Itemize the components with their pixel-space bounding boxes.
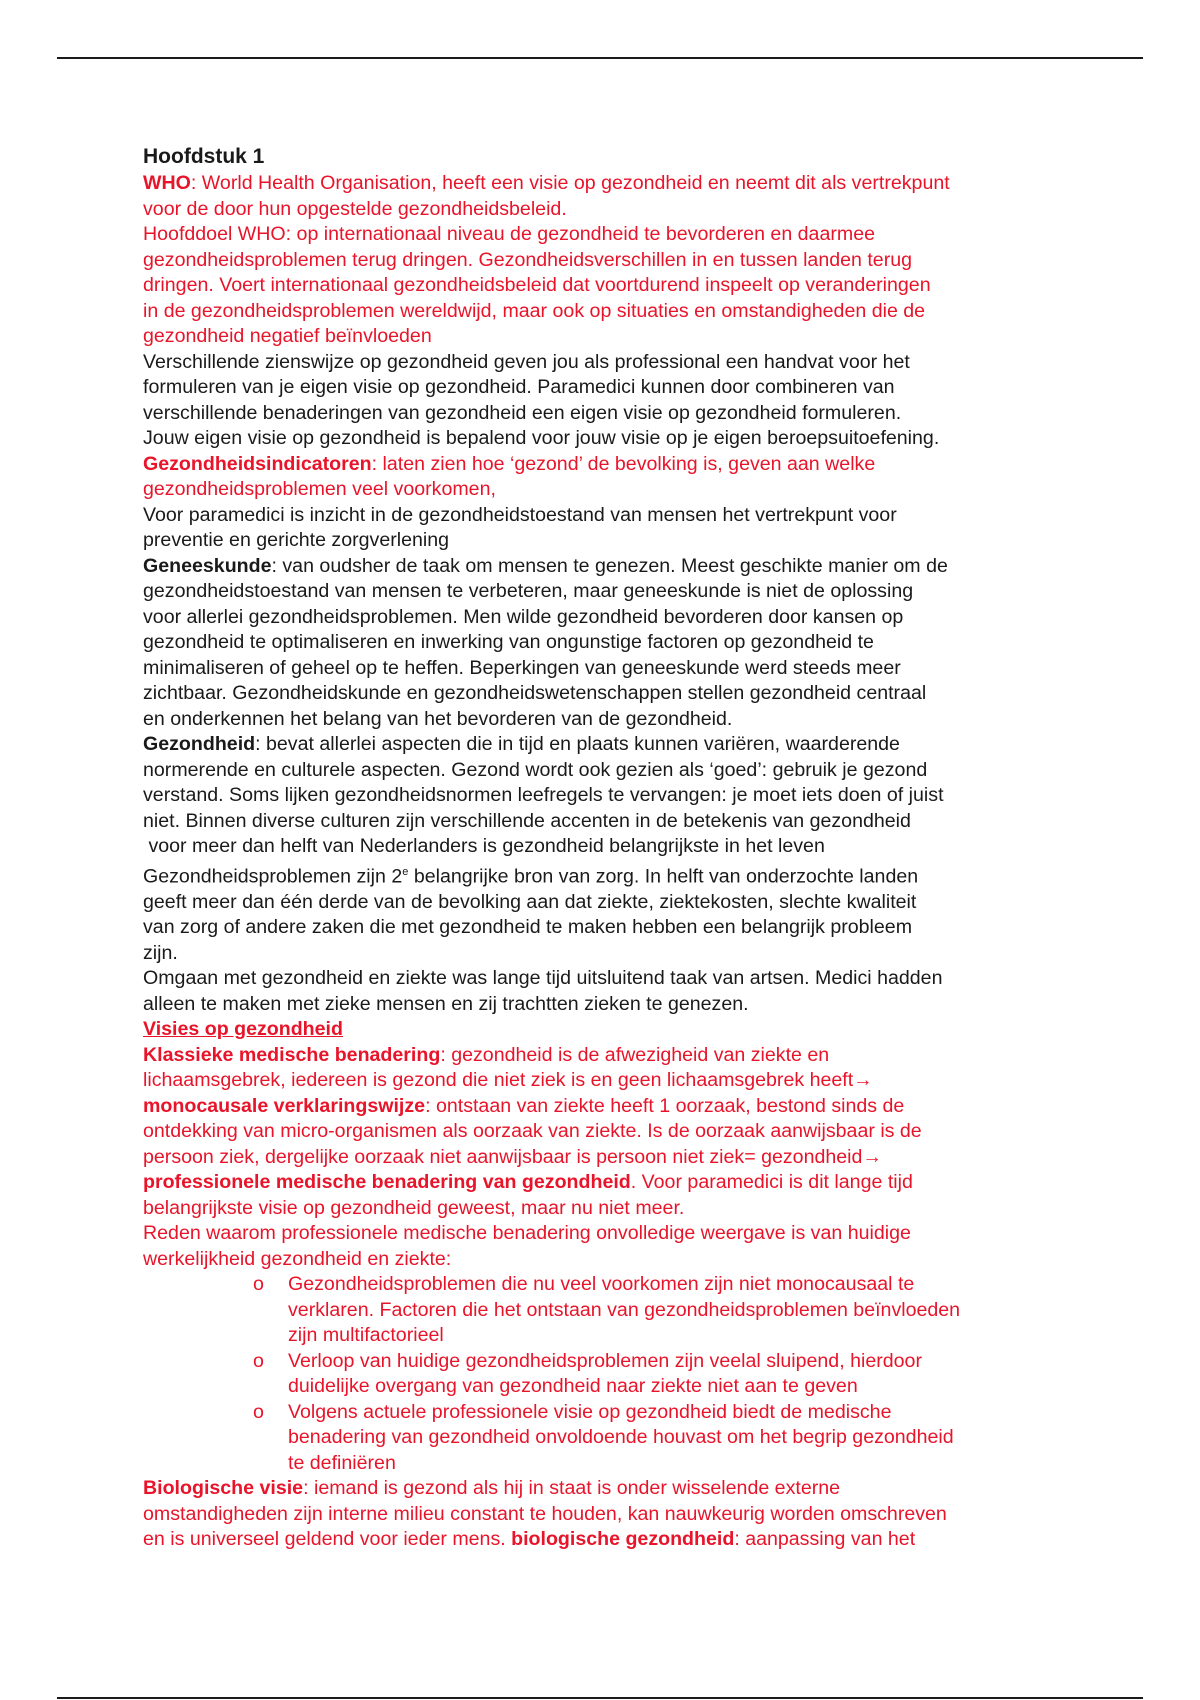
geneeskunde-line: gezondheidstoestand van mensen te verbeteren, maar geneeskunde is niet de oplossing [143, 580, 914, 602]
zienswijze-line: Jouw eigen visie op gezondheid is bepalend voor jouw visie op je eigen beroepsuitoefening. [143, 427, 940, 449]
omgaan-line: alleen te maken met zieke mensen en zij trachtten zieken te genezen. [143, 992, 749, 1015]
geneeskunde-term: Geneeskunde [143, 554, 272, 577]
arrow-icon: → [853, 1069, 873, 1092]
hoofddoel-line: Hoofddoel WHO: op internationaal niveau de gezondheid te bevorderen en daarmee [143, 223, 875, 245]
paramedici-paragraph [143, 503, 1073, 554]
indicatoren-term: Gezondheidsindicatoren [143, 452, 372, 475]
visies-heading: Visies op gezondheid [143, 1018, 343, 1041]
omgaan-paragraph [143, 966, 1073, 1017]
zienswijze-line: verschillende benaderingen van gezondheid een eigen visie op gezondheid formuleren. [143, 401, 902, 424]
list-item-line: te definiëren [288, 1451, 396, 1474]
list-item-line: duidelijke overgang van gezondheid naar ziekte niet aan te geven [288, 1375, 858, 1398]
header-rule [57, 57, 1143, 59]
geneeskunde-line: zichtbaar. Gezondheidskunde en gezondheidswetenschappen stellen gezondheid centraal [143, 682, 927, 704]
geneeskunde-line: voor allerlei gezondheidsproblemen. Men wilde gezondheid bevorderen door kansen op [143, 605, 904, 628]
problemen-line: van zorg of andere zaken die met gezondheid te maken hebben een belangrijk probleem [143, 916, 913, 939]
superscript-e: e [402, 865, 409, 878]
indicatoren-line: : laten zien hoe ‘gezond’ de bevolking is, geven aan welke [371, 452, 876, 475]
biologisch-line: : aanpassing van het [734, 1528, 916, 1551]
indicatoren-line: gezondheidsproblemen veel voorkomen, [143, 478, 496, 500]
bullet-icon: o [253, 1273, 264, 1296]
arrow-icon: → [862, 1145, 883, 1168]
geneeskunde-line: minimaliseren of geheel op te heffen. Beperkingen van geneeskunde werd steeds meer [143, 656, 901, 679]
zienswijze-paragraph [143, 350, 1073, 452]
list-item-line: zijn multifactorieel [288, 1324, 444, 1347]
biologisch-term: Biologische visie [143, 1477, 304, 1500]
hoofddoel-line: gezondheid negatief beïnvloeden [143, 325, 432, 347]
biologisch-paragraph [143, 1476, 1073, 1553]
list-item-line: Verloop van huidige gezondheidsproblemen zijn veelal sluipend, hierdoor [288, 1349, 922, 1372]
list-item-line: benadering van gezondheid onvoldoende houvast om het begrip gezondheid [288, 1426, 954, 1449]
klassiek-paragraph [143, 1043, 1073, 1222]
klassiek-term: Klassieke medische benadering [143, 1043, 441, 1066]
list-item [143, 1400, 1073, 1477]
gezondheid-line: voor meer dan helft van Nederlanders is gezondheid belangrijkste in het leven [143, 835, 825, 857]
gezondheid-line: : bevat allerlei aspecten die in tijd en plaats kunnen variëren, waarderende [255, 733, 900, 755]
geneeskunde-paragraph [143, 554, 1073, 733]
gezondheid-line: verstand. Soms lijken gezondheidsnormen leefregels te vervangen: je moet iets doen of juist [143, 784, 944, 806]
professionele-term: professionele medische benadering van gezondheid [143, 1171, 631, 1194]
list-item [143, 1272, 1073, 1349]
klassiek-line: lichaamsgebrek, iedereen is gezond die niet ziek is en geen lichaamsgebrek heeft [143, 1069, 854, 1092]
problemen-text: belangrijke bron van zorg. In helft van onderzochte landen [408, 865, 919, 888]
paramedici-line: preventie en gerichte zorgverlening [143, 529, 450, 551]
chapter-title: Hoofdstuk 1 [143, 145, 265, 168]
bullet-icon: o [253, 1400, 264, 1423]
list-item [143, 1349, 1073, 1400]
klassiek-line: : gezondheid is de afwezigheid van ziekte en [440, 1043, 830, 1066]
problemen-line: geeft meer dan één derde van de bevolking aan dat ziekte, ziektekosten, slechte kwaliteit [143, 890, 917, 913]
who-line: voor de door hun opgestelde gezondheidsbeleid. [143, 197, 567, 220]
omgaan-line: Omgaan met gezondheid en ziekte was lange tijd uitsluitend taak van artsen. Medici hadden [143, 967, 943, 990]
problemen-text: Gezondheidsproblemen zijn 2 [143, 865, 403, 888]
who-term: WHO [143, 172, 191, 194]
list-item-line: Gezondheidsproblemen die nu veel voorkomen zijn niet monocausaal te [288, 1273, 915, 1296]
reden-paragraph [143, 1221, 1073, 1272]
klassiek-line: persoon ziek, dergelijke oorzaak niet aanwijsbaar is persoon niet ziek= gezondheid [143, 1145, 863, 1168]
gezondheid-paragraph [143, 732, 1073, 966]
biologisch-line: : iemand is gezond als hij in staat is onder wisselende externe [303, 1477, 841, 1500]
geneeskunde-line: gezondheid te optimaliseren en inwerking van ongunstige factoren op gezondheid te [143, 631, 874, 653]
klassiek-line: ontdekking van micro-organismen als oorzaak van ziekte. Is de oorzaak aanwijsbaar is de [143, 1120, 922, 1143]
list-item-line: Volgens actuele professionele visie op gezondheid biedt de medische [288, 1400, 892, 1423]
reden-line: Reden waarom professionele medische benadering onvolledige weergave is van huidige [143, 1222, 911, 1245]
monocausale-term: monocausale verklaringswijze [143, 1094, 426, 1117]
problemen-line: zijn. [143, 941, 178, 964]
biologische-gezondheid-term: biologische gezondheid [511, 1528, 735, 1551]
bullet-icon: o [253, 1349, 264, 1372]
hoofddoel-line: gezondheidsproblemen terug dringen. Gezondheidsverschillen in en tussen landen terug [143, 248, 913, 271]
who-line: : World Health Organisation, heeft een visie op gezondheid en neemt dit als vertrekpunt [190, 172, 950, 194]
biologisch-line: en is universeel geldend voor ieder mens. [143, 1528, 512, 1551]
indicatoren-paragraph [143, 452, 1073, 503]
geneeskunde-line: en onderkennen het belang van het bevorderen van de gezondheid. [143, 707, 733, 730]
bullet-list [143, 1272, 1073, 1476]
zienswijze-line: Verschillende zienswijze op gezondheid geven jou als professional een handvat voor het [143, 350, 910, 373]
hoofddoel-line: dringen. Voert internationaal gezondheidsbeleid dat voortdurend inspeelt op veranderingen [143, 274, 931, 296]
reden-line: werkelijkheid gezondheid en ziekte: [143, 1247, 452, 1270]
footer-rule [57, 1697, 1143, 1699]
list-item-line: verklaren. Factoren die het ontstaan van gezondheidsproblemen beïnvloeden [288, 1298, 961, 1321]
zienswijze-line: formuleren van je eigen visie op gezondheid. Paramedici kunnen door combineren van [143, 376, 895, 398]
hoofddoel-line: in de gezondheidsproblemen wereldwijd, maar ook op situaties en omstandigheden die de [143, 299, 926, 322]
gezondheid-line: niet. Binnen diverse culturen zijn verschillende accenten in de betekenis van gezondheid [143, 809, 911, 832]
gezondheid-line: normerende en culturele aspecten. Gezond wordt ook gezien als ‘goed’: gebruik je gezond [143, 758, 928, 781]
geneeskunde-line: : van oudsher de taak om mensen te genezen. Meest geschikte manier om de [271, 554, 948, 577]
gezondheid-term: Gezondheid [143, 733, 256, 755]
paramedici-line: Voor paramedici is inzicht in de gezondheidstoestand van mensen het vertrekpunt voor [143, 503, 897, 526]
who-paragraph [143, 171, 1073, 222]
document-page [143, 143, 1073, 1553]
klassiek-line: belangrijkste visie op gezondheid geweest, maar nu niet meer. [143, 1196, 685, 1219]
hoofddoel-paragraph [143, 222, 1073, 350]
biologisch-line: omstandigheden zijn interne milieu constant te houden, kan nauwkeurig worden omschreven [143, 1502, 947, 1525]
klassiek-line: . Voor paramedici is dit lange tijd [630, 1171, 913, 1194]
klassiek-line: : ontstaan van ziekte heeft 1 oorzaak, bestond sinds de [425, 1094, 905, 1117]
